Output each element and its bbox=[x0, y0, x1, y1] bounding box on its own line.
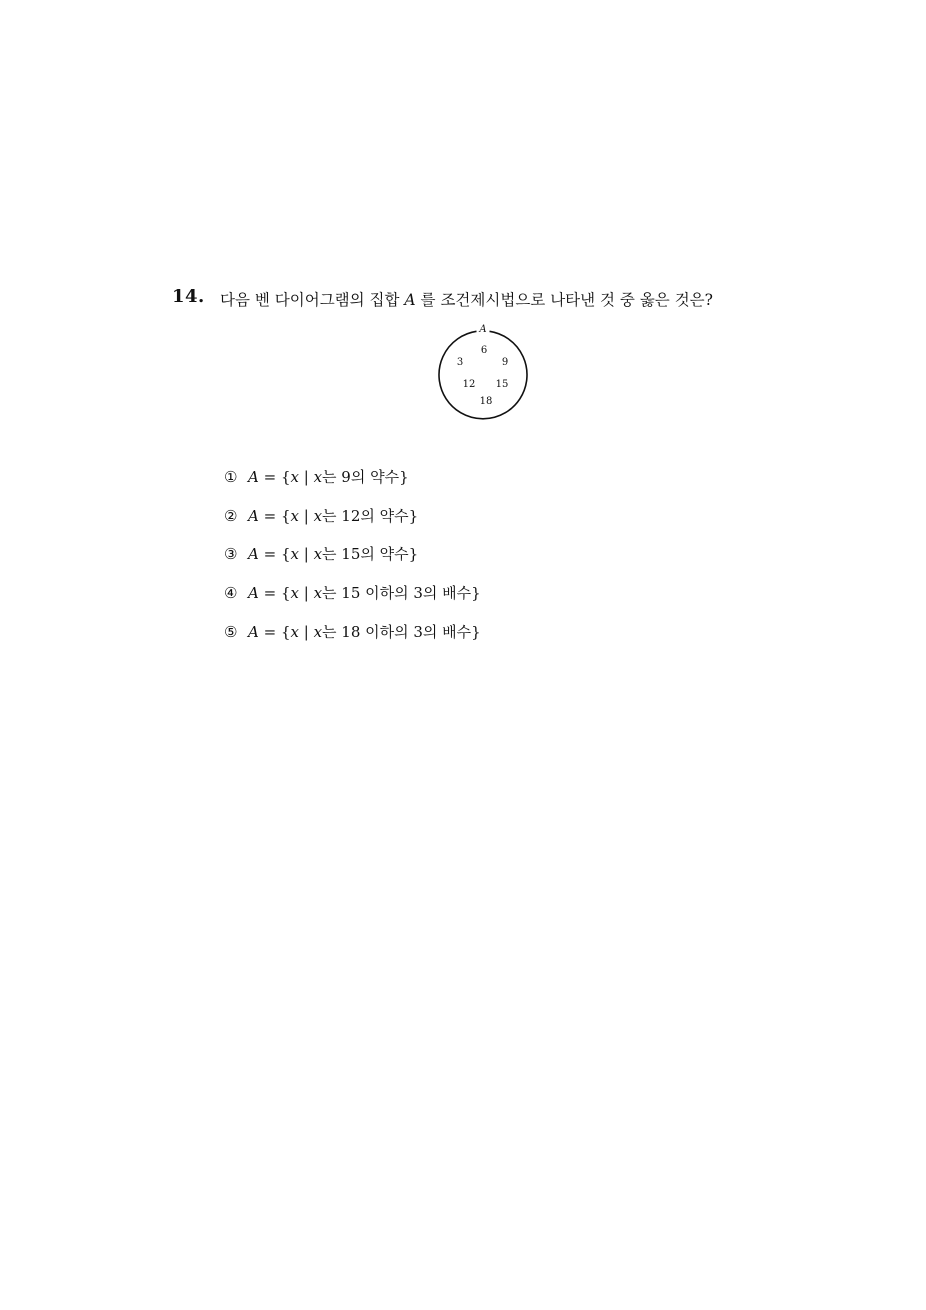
variable: x bbox=[290, 623, 299, 641]
option-number: ④ bbox=[224, 584, 238, 602]
bar: | bbox=[298, 545, 314, 563]
equals-brace: = { bbox=[258, 507, 291, 525]
option-number: ② bbox=[224, 507, 238, 525]
set-symbol: A bbox=[248, 623, 259, 641]
answer-option-1[interactable] bbox=[224, 466, 409, 487]
question-set-name: A bbox=[404, 291, 416, 309]
answer-option-2[interactable] bbox=[224, 505, 418, 526]
venn-circle-svg bbox=[433, 318, 533, 426]
condition: 는 9의 약수} bbox=[322, 468, 409, 486]
question-number: 14. bbox=[172, 286, 205, 307]
option-expression bbox=[248, 505, 418, 526]
variable: x bbox=[313, 545, 323, 563]
variable: x bbox=[313, 468, 323, 486]
set-symbol: A bbox=[248, 468, 259, 486]
variable: x bbox=[290, 545, 299, 563]
venn-element: 6 bbox=[480, 345, 488, 356]
question-text-after: 를 조건제시법으로 나타낸 것 중 옳은 것은? bbox=[415, 291, 713, 309]
bar: | bbox=[298, 507, 314, 525]
option-number: ⑤ bbox=[224, 623, 238, 641]
answer-option-5[interactable] bbox=[224, 621, 481, 642]
option-expression bbox=[248, 543, 418, 564]
venn-diagram bbox=[433, 318, 533, 426]
bar: | bbox=[298, 623, 314, 641]
question-text-before: 다음 벤 다이어그램의 집합 bbox=[220, 291, 405, 309]
equals-brace: = { bbox=[258, 468, 291, 486]
bar: | bbox=[298, 468, 314, 486]
condition: 는 18 이하의 3의 배수} bbox=[322, 623, 481, 641]
variable: x bbox=[313, 584, 323, 602]
set-symbol: A bbox=[248, 507, 259, 525]
variable: x bbox=[290, 468, 299, 486]
variable: x bbox=[313, 623, 323, 641]
venn-element: 18 bbox=[479, 396, 493, 407]
option-number: ① bbox=[224, 468, 238, 486]
venn-element: 3 bbox=[456, 357, 464, 368]
variable: x bbox=[313, 507, 323, 525]
option-expression bbox=[248, 621, 481, 642]
option-number: ③ bbox=[224, 545, 238, 563]
option-expression bbox=[248, 466, 409, 487]
answer-option-3[interactable] bbox=[224, 543, 418, 564]
condition: 는 15 이하의 3의 배수} bbox=[322, 584, 481, 602]
equals-brace: = { bbox=[258, 584, 291, 602]
set-symbol: A bbox=[248, 584, 259, 602]
venn-element: 12 bbox=[462, 379, 476, 390]
condition: 는 12의 약수} bbox=[322, 507, 419, 525]
bar: | bbox=[298, 584, 314, 602]
condition: 는 15의 약수} bbox=[322, 545, 419, 563]
venn-set-label: A bbox=[479, 324, 487, 335]
set-symbol: A bbox=[248, 545, 259, 563]
answer-option-4[interactable] bbox=[224, 582, 481, 603]
equals-brace: = { bbox=[258, 545, 291, 563]
option-expression bbox=[248, 582, 481, 603]
question-prompt bbox=[220, 288, 713, 310]
equals-brace: = { bbox=[258, 623, 291, 641]
variable: x bbox=[290, 507, 299, 525]
variable: x bbox=[290, 584, 299, 602]
venn-element: 15 bbox=[495, 379, 509, 390]
venn-element: 9 bbox=[501, 357, 509, 368]
